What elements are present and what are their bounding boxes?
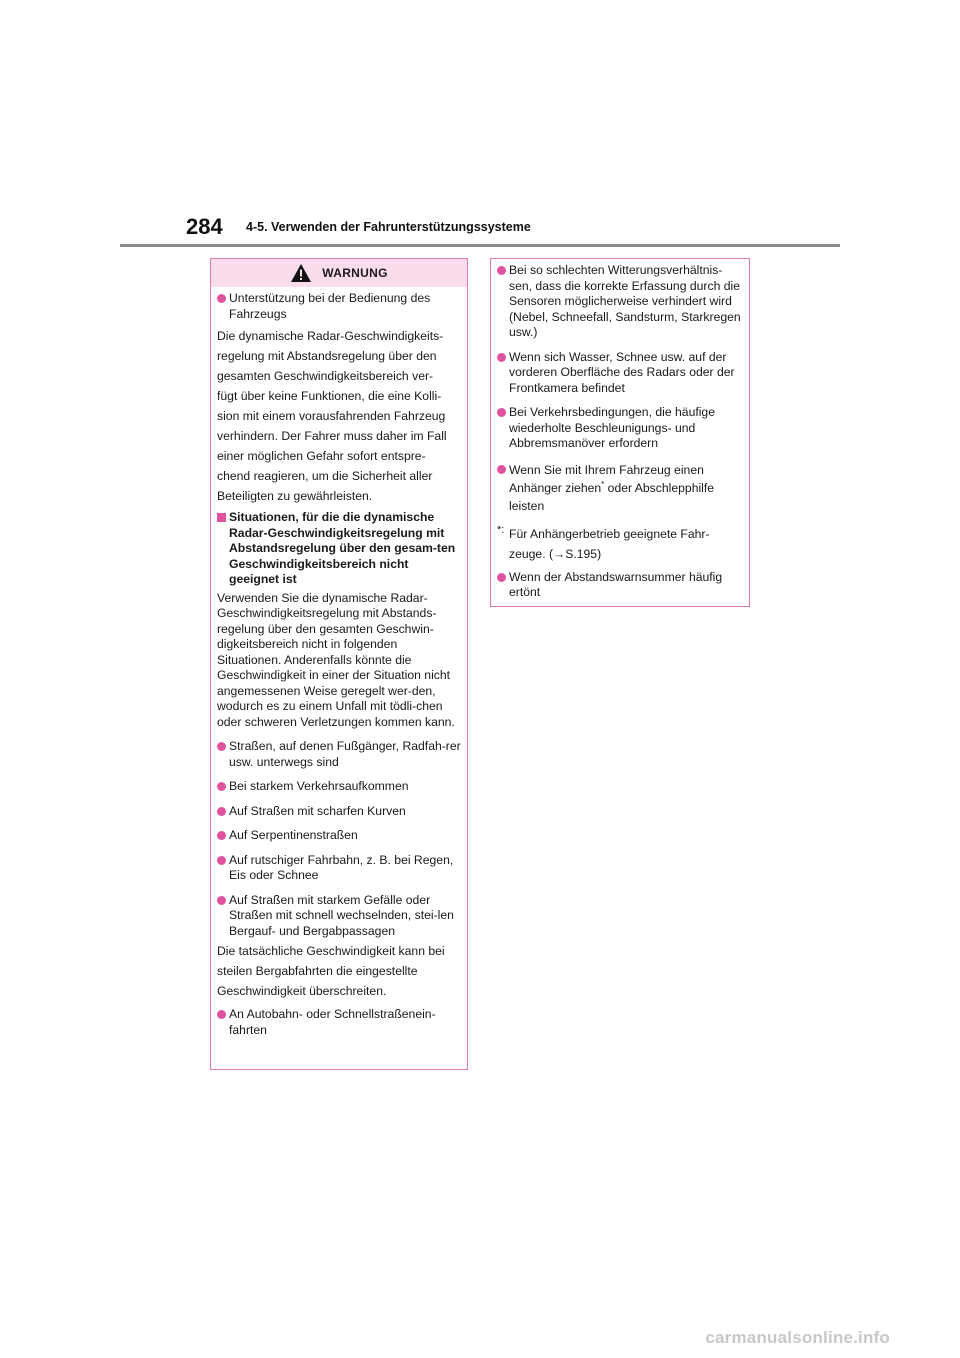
bullet-dot-icon bbox=[217, 782, 226, 791]
bullet-text: Bei so schlechten Witterungsverhältnis-sen, dass die korrekte Erfassung durch die Sensoren möglicherweise verhindert wird (Nebel, Schneefall, Sandsturm, Starkregen usw.) bbox=[509, 263, 741, 339]
warning-label: WARNUNG bbox=[322, 266, 388, 280]
footnote bbox=[497, 524, 743, 564]
bullet-text: Auf Straßen mit scharfen Kurven bbox=[229, 803, 406, 818]
bullet-dot-icon bbox=[217, 831, 226, 840]
text-line: regelung mit Abstandsregelung über den bbox=[217, 349, 437, 363]
list-item bbox=[497, 263, 743, 341]
footnote-asterisk: * bbox=[601, 479, 605, 489]
bullet-text: Bei Verkehrsbedingungen, die häufige wiederholte Beschleunigungs- und Abbremsmanöver erfordern bbox=[509, 405, 715, 450]
watermark: carmanualsonline.info bbox=[705, 1328, 890, 1347]
paragraph: Verwenden Sie die dynamische Radar-Geschwindigkeitsregelung mit Abstands-regelung über den gesamten Geschwin-digkeitsbereich nicht in folgenden Situationen. Anderenfalls könnte die Geschwindigkeit in einer der Situation nicht angemessenen Weise geregelt wer-den, wodurch es zu einem Unfall mit tödli-chen oder schweren Verletzungen kommen kann. bbox=[217, 590, 455, 729]
header-divider bbox=[120, 244, 840, 247]
bullet-dot-icon bbox=[497, 353, 506, 362]
list-item bbox=[217, 291, 461, 322]
text-line: zeuge. (→S.195) bbox=[509, 546, 602, 561]
bullet-dot-icon bbox=[217, 807, 226, 816]
warning-box bbox=[210, 258, 468, 1070]
bullet-dot-icon bbox=[217, 294, 226, 303]
text-line: fügt über keine Funktionen, die eine Kolli- bbox=[217, 389, 442, 403]
text-line: Geschwindigkeit überschreiten. bbox=[217, 984, 387, 998]
bullet-text: Wenn Sie mit Ihrem Fahrzeug einen bbox=[509, 462, 704, 477]
list-item bbox=[217, 739, 461, 770]
bullet-text: oder Abschlepphilfe leisten bbox=[509, 480, 715, 513]
text-line: steilen Bergabfahrten die eingestellte bbox=[217, 964, 418, 978]
text-line: Beteiligten zu gewährleisten. bbox=[217, 489, 373, 503]
bullet-dot-icon bbox=[217, 896, 226, 905]
bullet-text: Bei starkem Verkehrsaufkommen bbox=[229, 779, 409, 793]
list-item bbox=[217, 1007, 461, 1038]
text-line: Die tatsächliche Geschwindigkeit kann bei bbox=[217, 944, 445, 958]
warning-content-continued bbox=[491, 259, 749, 601]
bullet-dot-icon bbox=[497, 408, 506, 417]
text-line: einer möglichen Gefahr sofort entspre- bbox=[217, 449, 426, 463]
list-item bbox=[497, 405, 743, 452]
subheading-text: Situationen, für die die dynamische Radar-Geschwindigkeitsregelung mit Abstandsregelung über den gesam-ten Geschwindigkeitsbereich nicht geeignet ist bbox=[229, 510, 456, 586]
bullet-text: Anhänger ziehen bbox=[509, 480, 602, 495]
bullet-dot-icon bbox=[217, 1010, 226, 1019]
bullet-text: Wenn sich Wasser, Schnee usw. auf der vorderen Oberfläche des Radars oder der Frontkamera befindet bbox=[509, 349, 735, 395]
text-line: Die dynamische Radar-Geschwindigkeits- bbox=[217, 329, 444, 343]
warning-content bbox=[211, 287, 467, 1038]
list-item bbox=[497, 570, 743, 601]
bullet-text: Auf rutschiger Fahrbahn, z. B. bei Regen, Eis oder Schnee bbox=[229, 852, 454, 882]
subheading bbox=[217, 510, 461, 588]
paragraph bbox=[217, 941, 461, 1001]
bullet-dot-icon bbox=[497, 266, 506, 275]
warning-header bbox=[211, 259, 467, 287]
text-line: gesamten Geschwindigkeitsbereich ver- bbox=[217, 369, 434, 383]
bullet-text: Unterstützung bei der Bedienung des Fahrzeugs bbox=[229, 291, 431, 321]
list-item bbox=[217, 828, 461, 844]
section-title: 4-5. Verwenden der Fahrunterstützungssysteme bbox=[246, 220, 531, 234]
list-item bbox=[217, 893, 461, 940]
text-line: verhindern. Der Fahrer muss daher im Fall bbox=[217, 429, 447, 443]
bullet-text: Auf Serpentinenstraßen bbox=[229, 828, 358, 842]
bullet-text: Wenn der Abstandswarnsummer häufig ertönt bbox=[509, 569, 723, 599]
square-bullet-icon bbox=[217, 513, 226, 522]
text-line: chend reagieren, um die Sicherheit aller bbox=[217, 469, 433, 483]
list-item bbox=[217, 779, 461, 795]
bullet-dot-icon bbox=[217, 856, 226, 865]
footnote-mark: *: bbox=[497, 523, 505, 536]
bullet-text: Auf Straßen mit starkem Gefälle oder Straßen mit schnell wechselnden, stei-len Bergauf- und Bergabpassagen bbox=[229, 892, 454, 938]
list-item bbox=[497, 350, 743, 397]
list-item bbox=[497, 461, 743, 515]
text-line: sion mit einem vorausfahrenden Fahrzeug bbox=[217, 409, 446, 423]
warning-box-continued bbox=[490, 258, 750, 607]
bullet-dot-icon bbox=[217, 742, 226, 751]
text-line: Für Anhängerbetrieb geeignete Fahr- bbox=[509, 526, 710, 541]
bullet-dot-icon bbox=[497, 465, 506, 474]
bullet-text: Straßen, auf denen Fußgänger, Radfah-rer usw. unterwegs sind bbox=[229, 739, 461, 769]
list-item bbox=[217, 853, 461, 884]
bullet-dot-icon bbox=[497, 573, 506, 582]
paragraph bbox=[217, 326, 461, 506]
bullet-text: An Autobahn- oder Schnellstraßenein-fahrten bbox=[229, 1007, 436, 1037]
page-number: 284 bbox=[186, 214, 223, 239]
list-item bbox=[217, 804, 461, 820]
warning-triangle-icon bbox=[290, 263, 312, 283]
